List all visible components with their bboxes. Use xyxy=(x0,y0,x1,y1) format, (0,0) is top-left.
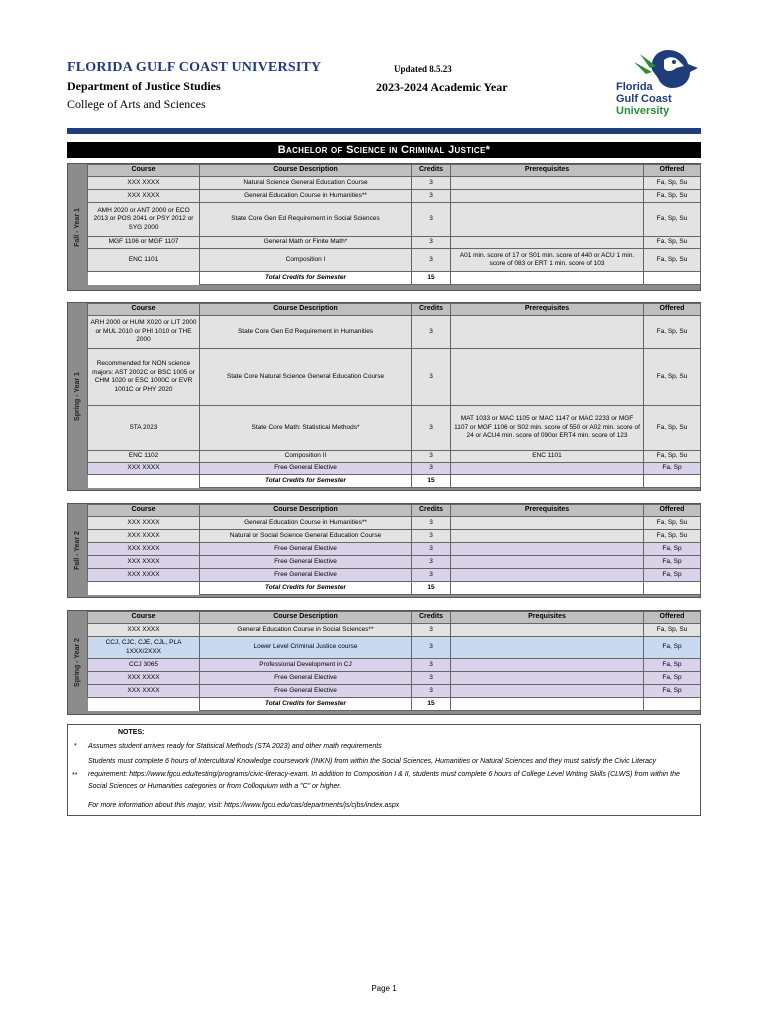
col-header-offered: Offered xyxy=(644,612,701,624)
table-cell: 3 xyxy=(412,316,451,349)
table-cell: Free General Elective xyxy=(200,556,412,569)
table-cell: Fa, Sp xyxy=(644,543,701,556)
col-header-credits: Credits xyxy=(412,505,451,517)
table-cell: CCJ 3065 xyxy=(88,659,200,672)
col-header-credits: Credits xyxy=(412,165,451,177)
table-cell: 15 xyxy=(412,475,451,488)
academic-year: 2023-2024 Academic Year xyxy=(376,80,508,94)
semester-block xyxy=(67,610,701,715)
total-row xyxy=(88,698,701,711)
table-cell: Total Credits for Semester xyxy=(200,475,412,488)
table-cell xyxy=(88,698,200,711)
table-cell xyxy=(451,569,644,582)
table-cell: XXX XXXX xyxy=(88,190,200,203)
page-number: Page 1 xyxy=(371,984,397,993)
table-cell: Natural or Social Science General Education Course xyxy=(200,530,412,543)
table-cell: ARH 2000 or HUM X020 or LIT 2000 or MUL 2010 or PHI 1010 or THE 2000 xyxy=(88,316,200,349)
col-header-offered: Offered xyxy=(644,165,701,177)
table-cell: General Education Course in Social Sciences** xyxy=(200,624,412,637)
total-row xyxy=(88,272,701,285)
table-cell: 3 xyxy=(412,672,451,685)
semester-block xyxy=(67,302,701,491)
notes-box xyxy=(67,724,701,816)
col-header-course: Course xyxy=(88,304,200,316)
table-row xyxy=(88,249,701,272)
table-cell xyxy=(451,582,644,595)
table-row xyxy=(88,406,701,451)
table-cell: 3 xyxy=(412,624,451,637)
table-cell: Fa, Sp xyxy=(644,685,701,698)
header-center xyxy=(376,64,508,95)
table-cell: Fa, Sp xyxy=(644,463,701,475)
table-cell xyxy=(451,637,644,659)
table-cell: 3 xyxy=(412,530,451,543)
table-cell: Fa, Sp, Su xyxy=(644,451,701,463)
table-row xyxy=(88,177,701,190)
table-row xyxy=(88,517,701,530)
table-cell: State Core Gen Ed Requirement in Humanities xyxy=(200,316,412,349)
table-cell xyxy=(451,659,644,672)
table-cell: 3 xyxy=(412,685,451,698)
table-cell: XXX XXXX xyxy=(88,569,200,582)
col-header-offered: Offered xyxy=(644,304,701,316)
table-cell: General Education Course in Humanities** xyxy=(200,517,412,530)
table-cell xyxy=(451,177,644,190)
note-math: Assumes student arrives ready for Statisical Methods (STA 2023) and other math requirements xyxy=(88,743,382,750)
col-header-prerequisites: Prerequisites xyxy=(451,165,644,177)
semester-label xyxy=(68,611,86,714)
table-cell: 3 xyxy=(412,190,451,203)
table-cell: ENC 1102 xyxy=(88,451,200,463)
semester-label xyxy=(68,303,86,490)
table-cell: State Core Gen Ed Requirement in Social Sciences xyxy=(200,203,412,237)
table-row xyxy=(88,624,701,637)
table-cell: Free General Elective xyxy=(200,543,412,556)
table-cell: Fa, Sp, Su xyxy=(644,349,701,406)
semester-label-text: Spring - Year 1 xyxy=(73,372,81,421)
table-cell: Total Credits for Semester xyxy=(200,272,412,285)
table-cell: Lower Level Criminal Justice course xyxy=(200,637,412,659)
table-cell: Free General Elective xyxy=(200,672,412,685)
table-cell: 3 xyxy=(412,569,451,582)
col-header-credits: Credits xyxy=(412,304,451,316)
note-marker-single: * xyxy=(74,743,77,750)
table-cell: 3 xyxy=(412,349,451,406)
table-cell: Total Credits for Semester xyxy=(200,582,412,595)
table-cell: State Core Math: Statistical Methods* xyxy=(200,406,412,451)
table-cell: 3 xyxy=(412,637,451,659)
table-cell: XXX XXXX xyxy=(88,177,200,190)
table-cell xyxy=(644,698,701,711)
table-row xyxy=(88,190,701,203)
table-cell: XXX XXXX xyxy=(88,530,200,543)
table-row xyxy=(88,349,701,406)
col-header-offered: Offered xyxy=(644,505,701,517)
table-cell: Free General Elective xyxy=(200,463,412,475)
semester-block xyxy=(67,503,701,598)
col-header-description: Course Description xyxy=(200,165,412,177)
table-cell: Composition I xyxy=(200,249,412,272)
table-cell xyxy=(644,475,701,488)
table-cell: 3 xyxy=(412,517,451,530)
table-cell: AMH 2020 or ANT 2000 or ECO 2013 or POS 2041 or PSY 2012 or SYG 2000 xyxy=(88,203,200,237)
table-row xyxy=(88,556,701,569)
table-cell: Fa, Sp, Su xyxy=(644,517,701,530)
table-cell: 15 xyxy=(412,698,451,711)
table-row xyxy=(88,463,701,475)
col-header-course: Course xyxy=(88,165,200,177)
table-row xyxy=(88,637,701,659)
table-cell xyxy=(644,582,701,595)
table-cell: CCJ, CJC, CJE, CJL, PLA 1XXX/2XXX xyxy=(88,637,200,659)
col-header-prequisites: Prequisites xyxy=(451,612,644,624)
col-header-prerequisites: Prerequisites xyxy=(451,304,644,316)
course-table xyxy=(87,164,701,285)
table-row xyxy=(88,203,701,237)
table-cell xyxy=(451,190,644,203)
col-header-description: Course Description xyxy=(200,612,412,624)
semester-label-text: Fall - Year 2 xyxy=(73,531,81,570)
header-left xyxy=(67,60,321,112)
course-table xyxy=(87,504,701,595)
table-row xyxy=(88,543,701,556)
semester-label-text: Spring - Year 2 xyxy=(73,638,81,687)
university-name: FLORIDA GULF COAST UNIVERSITY xyxy=(67,60,322,75)
table-cell: Fa, Sp, Su xyxy=(644,624,701,637)
table-row xyxy=(88,659,701,672)
table-cell: Free General Elective xyxy=(200,569,412,582)
table-cell: STA 2023 xyxy=(88,406,200,451)
table-cell: Fa, Sp, Su xyxy=(644,530,701,543)
note-more-info: For more information about this major, visit: https://www.fgcu.edu/cas/departments/js/cjbs/index.aspx xyxy=(88,802,400,809)
semester-label-text: Fall - Year 1 xyxy=(73,207,81,247)
table-cell xyxy=(451,463,644,475)
table-cell: MAT 1033 or MAC 1105 or MAC 1147 or MAC 2233 or MGF 1107 or MGF 1106 or S02 min. score of 550 or A02 min. score of 24 or ACU4 min. score of 090or ERT4 min. score of 123 xyxy=(451,406,644,451)
table-row xyxy=(88,672,701,685)
table-cell xyxy=(451,475,644,488)
semester-label xyxy=(68,504,86,597)
col-header-prerequisites: Prerequisites xyxy=(451,505,644,517)
table-cell: Fa, Sp xyxy=(644,672,701,685)
table-cell xyxy=(451,698,644,711)
table-cell: Total Credits for Semester xyxy=(200,698,412,711)
table-cell: Fa, Sp, Su xyxy=(644,203,701,237)
table-cell: ENC 1101 xyxy=(88,249,200,272)
eagle-logo-icon xyxy=(612,48,704,118)
program-title: Bachelor of Science in Criminal Justice* xyxy=(67,142,701,158)
table-cell: XXX XXXX xyxy=(88,672,200,685)
table-cell: 3 xyxy=(412,659,451,672)
table-cell xyxy=(451,556,644,569)
table-cell: 3 xyxy=(412,543,451,556)
table-cell: Fa, Sp, Su xyxy=(644,249,701,272)
updated-date: Updated 8.5.23 xyxy=(394,64,452,74)
table-cell: Fa, Sp, Su xyxy=(644,237,701,249)
col-header-credits: Credits xyxy=(412,612,451,624)
table-cell xyxy=(644,272,701,285)
col-header-course: Course xyxy=(88,505,200,517)
table-cell: Fa, Sp xyxy=(644,637,701,659)
note-marker-double: ** xyxy=(72,772,78,779)
note-requirements: Students must complete 6 hours of Intercultural Knowledge coursework (INKN) from within the Social Sciences, Humanities or Natural Sciences and they must satisfy the Civic Literacy requirement: https://www.fgcu.edu/testing/programs/civic-literacy-exam. In addition to Composition I & II, students must complete 6 hours of College Level Writing Skills (CLWS) from within the Social Sciences or Humanities categories or from Colloquium with a "C" or higher. xyxy=(88,758,680,791)
col-header-description: Course Description xyxy=(200,304,412,316)
total-row xyxy=(88,475,701,488)
table-cell: Fa, Sp xyxy=(644,569,701,582)
table-cell xyxy=(451,624,644,637)
table-cell: General Education Course in Humanities** xyxy=(200,190,412,203)
header-rule xyxy=(67,128,701,134)
col-header-course: Course xyxy=(88,612,200,624)
table-cell: 15 xyxy=(412,582,451,595)
table-cell: Fa, Sp xyxy=(644,659,701,672)
college-name: College of Arts and Sciences xyxy=(67,97,206,111)
logo-line-1: Florida xyxy=(616,81,653,93)
table-cell: 3 xyxy=(412,249,451,272)
col-header-description: Course Description xyxy=(200,505,412,517)
table-cell: 3 xyxy=(412,203,451,237)
table-cell: XXX XXXX xyxy=(88,556,200,569)
semester-block xyxy=(67,163,701,291)
table-cell: 15 xyxy=(412,272,451,285)
table-cell: Composition II xyxy=(200,451,412,463)
logo-line-2: Gulf Coast xyxy=(616,93,672,105)
table-cell: 3 xyxy=(412,406,451,451)
table-cell: Fa, Sp, Su xyxy=(644,316,701,349)
course-table xyxy=(87,611,701,711)
table-cell xyxy=(451,237,644,249)
table-cell: State Core Natural Science General Education Course xyxy=(200,349,412,406)
table-cell: 3 xyxy=(412,463,451,475)
table-cell xyxy=(451,203,644,237)
table-cell xyxy=(451,316,644,349)
total-row xyxy=(88,582,701,595)
table-cell xyxy=(451,349,644,406)
course-table xyxy=(87,303,701,488)
table-cell: General Math or Finite Math* xyxy=(200,237,412,249)
table-cell: XXX XXXX xyxy=(88,685,200,698)
semester-label xyxy=(68,164,86,290)
table-cell: Free General Elective xyxy=(200,685,412,698)
table-row xyxy=(88,530,701,543)
table-cell: XXX XXXX xyxy=(88,543,200,556)
table-cell: 3 xyxy=(412,177,451,190)
table-cell: 3 xyxy=(412,237,451,249)
table-cell xyxy=(88,475,200,488)
table-cell xyxy=(451,530,644,543)
table-row xyxy=(88,316,701,349)
table-cell xyxy=(451,672,644,685)
table-cell xyxy=(451,685,644,698)
table-cell: MGF 1106 or MGF 1107 xyxy=(88,237,200,249)
table-row xyxy=(88,237,701,249)
table-cell: Natural Science General Education Course xyxy=(200,177,412,190)
logo-line-3: University xyxy=(616,105,670,117)
table-cell: Fa, Sp xyxy=(644,556,701,569)
table-cell: XXX XXXX xyxy=(88,517,200,530)
department-name: Department of Justice Studies xyxy=(67,79,221,93)
table-cell: Recommended for NON science majors: AST 2002C or BSC 1005 or CHM 1020 or ESC 1000C or EVR 1001C or PHY 2020 xyxy=(88,349,200,406)
table-cell: XXX XXXX xyxy=(88,624,200,637)
table-cell: 3 xyxy=(412,451,451,463)
fgcu-logo xyxy=(612,48,704,118)
table-cell xyxy=(88,582,200,595)
table-cell xyxy=(451,272,644,285)
table-cell: Professional Development in CJ xyxy=(200,659,412,672)
table-row xyxy=(88,451,701,463)
table-cell: Fa, Sp, Su xyxy=(644,177,701,190)
table-cell xyxy=(451,543,644,556)
notes-heading: NOTES: xyxy=(118,729,145,736)
table-row xyxy=(88,685,701,698)
table-cell: ENC 1101 xyxy=(451,451,644,463)
table-cell: Fa, Sp, Su xyxy=(644,190,701,203)
table-cell: 3 xyxy=(412,556,451,569)
table-cell: Fa, Sp, Su xyxy=(644,406,701,451)
table-cell: XXX XXXX xyxy=(88,463,200,475)
table-row xyxy=(88,569,701,582)
table-cell: A01 min. score of 17 or S01 min. score of 440 or ACU 1 min. score of 083 or ERT 1 min. score of 103 xyxy=(451,249,644,272)
table-cell xyxy=(451,517,644,530)
table-cell xyxy=(88,272,200,285)
